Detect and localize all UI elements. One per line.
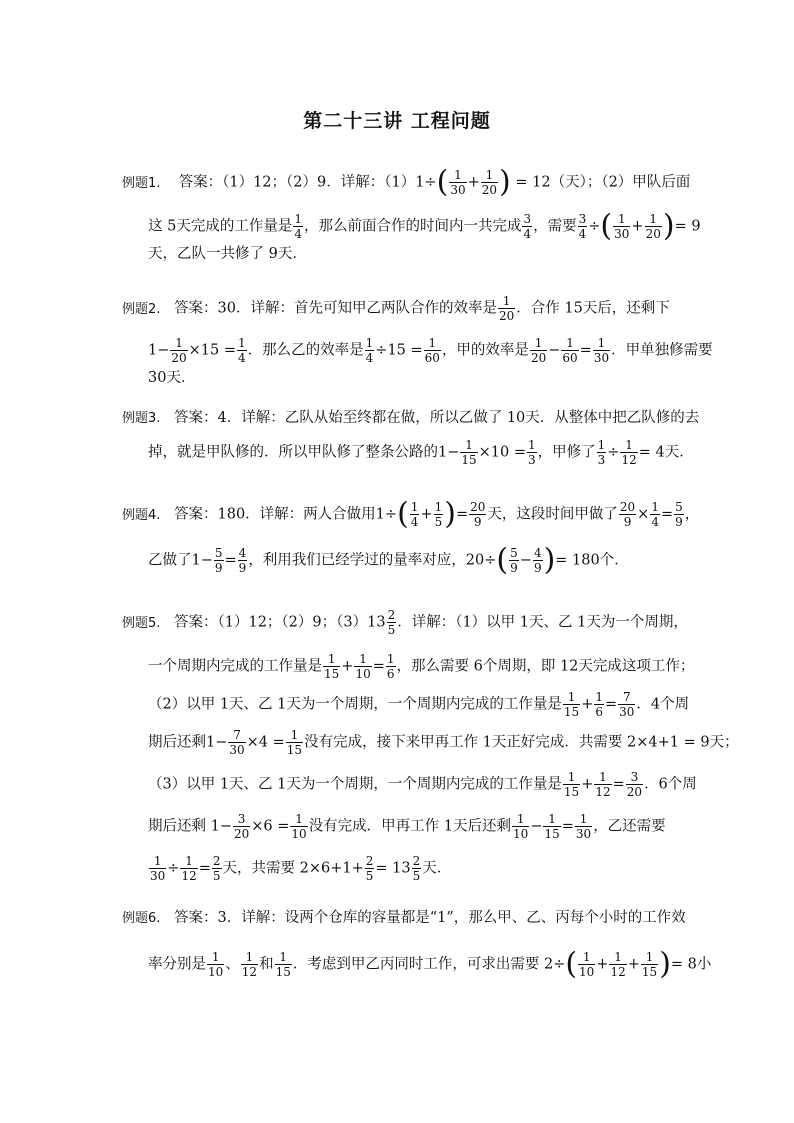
- example-2-line-2: 1− $\frac{1}{20}$ ×15 = $\frac{1}{4}$ ．那么乙的效率是 $\frac{1}{4}$ ÷15 = $\frac{1}{60}$ ，甲的效率是 $\frac{1}{20}$ − $\frac{1}{60}$ = $\frac{1}{30}$ ．甲单独修需要: [148, 336, 713, 365]
- page-title: 第二十三讲 工程问题: [303, 110, 491, 132]
- example-1-line-2: 这 5天完成的工作量是 $\frac{1}{4}$ ，那么前面合作的时间内一共完成 $\frac{3}{4}$ ，需要 $\frac{3}{4}$ ÷( $\frac{1}{30}$ + $\frac{1}{20}$ )= 9: [148, 208, 701, 244]
- example-label: 例题1.: [122, 175, 161, 191]
- example-5-line-6: 期后还剩 1− $\frac{3}{20}$ ×6 = $\frac{1}{10}$ 没有完成．甲再工作 1天后还剩 $\frac{1}{10}$ − $\frac{1}{15}$ = $\frac{1}{30}$ ，乙还需要: [148, 812, 666, 841]
- example-5-line-7: $\frac{1}{30}$ ÷ $\frac{1}{12}$ = $\frac{2}{5}$ 天，共需要 2×6+1+ $\frac{2}{5}$ = 13 $\frac{2}{5}$ 天．: [150, 854, 452, 883]
- example-2-line-1: 例题2. 答案：30．详解：首先可知甲乙两队合作的效率是 $\frac{1}{20}$ ．合作 15天后，还剩下: [122, 294, 670, 323]
- example-3-line-2: 掉，就是甲队修的．所以甲队修了整条公路的1− $\frac{1}{15}$ ×10 = $\frac{1}{3}$ ，甲修了 $\frac{1}{3}$ ÷ $\frac{1}{12}$ = 4天．: [148, 438, 694, 467]
- example-5-line-1: 例题5. 答案：（1）12；（2）9；（3）13 $\frac{2}{5}$ ．详解：（1）以甲 1天、乙 1天为一个周期，: [122, 608, 688, 637]
- example-6-line-1: 例题6. 答案：3．详解：设两个仓库的容量都是“1”，那么甲、乙、丙每个小时的工作效: [122, 910, 686, 926]
- example-5-line-3: （2）以甲 1天、乙 1天为一个周期，一个周期内完成的工作量是 $\frac{1}{15}$ + $\frac{1}{6}$ = $\frac{7}{30}$ ．4个周: [148, 690, 690, 719]
- example-4-line-2: 乙做了1− $\frac{5}{9}$ = $\frac{4}{9}$ ，利用我们已经学过的量率对应，20÷( $\frac{5}{9}$ − $\frac{4}{9}$ )= 180个．: [148, 542, 629, 578]
- example-5-line-2: 一个周期内完成的工作量是 $\frac{1}{15}$ + $\frac{1}{10}$ = $\frac{1}{6}$ ，那么需要 6个周期，即 12天完成这项工作；: [148, 652, 695, 681]
- example-2-line-3: 30天．: [148, 370, 196, 386]
- example-1-line-1: 例题1. 答案：（1）12；（2）9．详解：（1）1÷( $\frac{1}{30}$ + $\frac{1}{20}$ ) = 12（天）；（2）甲队后面: [122, 164, 691, 200]
- example-3-line-1: 例题3. 答案：4．详解：乙队从始至终都在做，所以乙做了 10天．从整体中把乙队修的去: [122, 410, 700, 426]
- example-4-line-1: 例题4. 答案：180．详解：两人合做用1÷( $\frac{1}{4}$ + $\frac{1}{5}$ )= $\frac{20}{9}$ 天，这段时间甲做了 $\frac{20}{9}$ × $\frac{1}{4}$ = $\frac{5}{9}$ ，: [122, 496, 700, 532]
- example-1-line-3: 天，乙队一共修了 9天．: [148, 246, 307, 262]
- example-6-line-2: 率分别是 $\frac{1}{10}$ 、 $\frac{1}{12}$ 和 $\frac{1}{15}$ ．考虑到甲乙丙同时工作，可求出需要 2÷( $\frac{1}{10}$ + $\frac{1}{12}$ + $\frac{1}{15}$ )= 8小: [148, 946, 712, 982]
- example-5-line-4: 期后还剩1− $\frac{7}{30}$ ×4 = $\frac{1}{15}$ 没有完成，接下来甲再工作 1天正好完成．共需要 2×4+1 = 9天；: [148, 728, 739, 757]
- example-5-line-5: （3）以甲 1天、乙 1天为一个周期，一个周期内完成的工作量是 $\frac{1}{15}$ + $\frac{1}{12}$ = $\frac{3}{20}$ ．6个周: [148, 770, 697, 799]
